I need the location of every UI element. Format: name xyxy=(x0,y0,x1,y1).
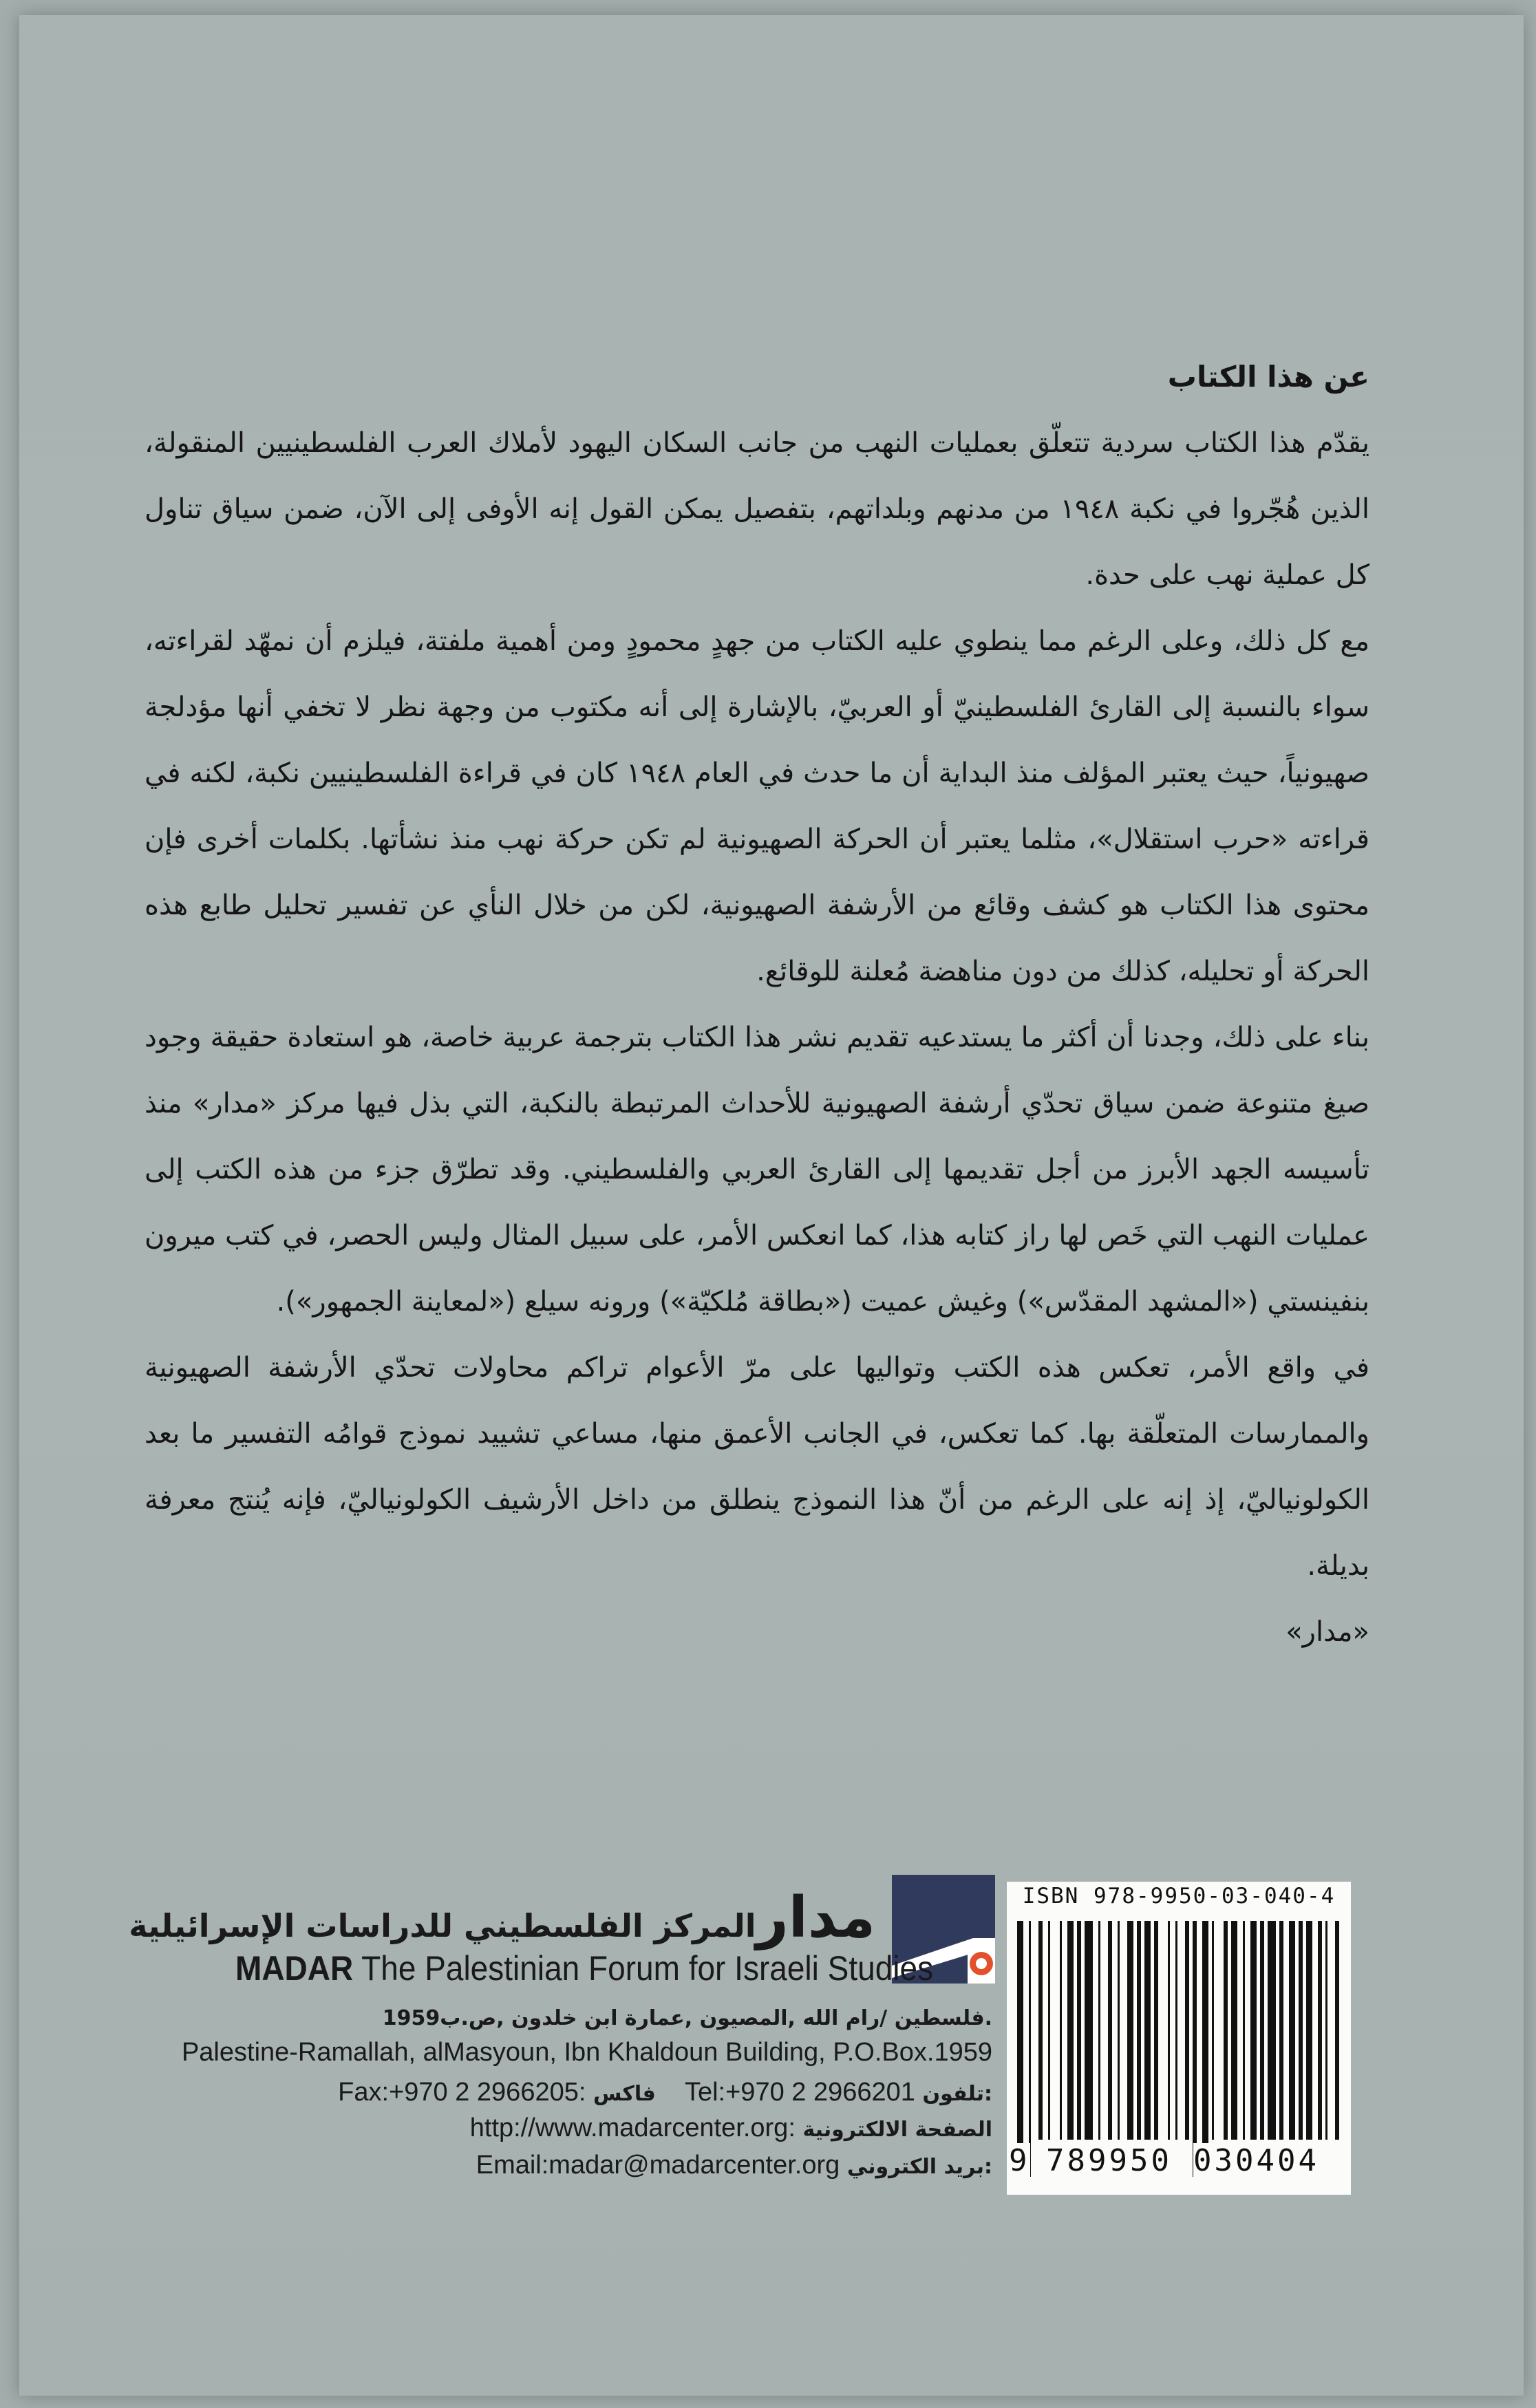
address-english: Palestine-Ramallah, alMasyoun, Ibn Khaldoun Building, P.O.Box.1959 xyxy=(181,2038,992,2067)
publisher-word-english: MADAR xyxy=(235,1949,354,1988)
address-english-line xyxy=(29,2038,992,2067)
fax-label: فاكس xyxy=(593,2082,656,2106)
contact-email xyxy=(29,2151,992,2180)
email-label: بريد الكتروني: xyxy=(846,2155,992,2179)
barcode-bar xyxy=(1029,1921,1031,2177)
publisher-name-english xyxy=(235,1948,934,1988)
barcode-digits-right: 030404 xyxy=(1193,2143,1319,2178)
about-paragraph: بناء على ذلك، وجدنا أن أكثر ما يستدعيه تقديم نشر هذا الكتاب بترجمة عربية خاصة، هو استعادة حقيقة وجود صيغ متنوعة ضمن سياق تحدّي أرشفة الصهيونية للأحداث المرتبطة بالنكبة، التي بذل فيها مركز «مدار» منذ تأسيسه الجهد الأبرز من أجل تقديمها إلى القارئ العربي والفلسطيني. وقد تطرّق جزء من هذه الكتب إلى عمليات النهب التي خَص لها راز كتابه هذا، كما انعكس الأمر، على سبيل المثال وليس الحصر، في كتب ميرون بنفينستي («المشهد المقدّس») وغيش عميت («بطاقة مُلكيّة») ورونه سيلع («لمعاينة الجمهور»). xyxy=(145,1022,1369,1318)
barcode-bar xyxy=(1250,1921,1257,2140)
barcode-bar xyxy=(1144,1921,1151,2140)
about-paragraph: مع كل ذلك، وعلى الرغم مما ينطوي عليه الكتاب من جهدٍ محمودٍ ومن أهمية ملفتة، فيلزم أن نمهّد لقراءته، سواء بالنسبة إلى القارئ الفلسطينيّ أو العربيّ، بالإشارة إلى أنه مكتوب من وجهة نظر لا تخفي أنها مؤدلجة صهيونياً، حيث يعتبر المؤلف منذ البداية أن ما حدث في العام ١٩٤٨ كان في قراءة الفلسطينيين نكبة، لكنه في قراءته «حرب استقلال»، مثلما يعتبر أن الحركة الصهيونية لم تكن حركة نهب منذ نشأتها. بكلمات أخرى فإن محتوى هذا الكتاب هو كشف وقائع من الأرشفة الصهيونية، لكن من خلال النأي عن تفسير تحليل طابع هذه الحركة أو تحليله، كذلك من دون مناهضة مُعلنة للوقائع. xyxy=(145,625,1370,987)
barcode-bar xyxy=(1085,1921,1093,2140)
barcode-digit-lead: 9 xyxy=(1009,2143,1030,2178)
isbn-number: ISBN 978-9950-03-040-4 xyxy=(1022,1884,1336,1909)
email-address[interactable]: Email:madar@madarcenter.org xyxy=(476,2151,840,2180)
about-book-section xyxy=(145,344,1369,1665)
phone-number: Tel:+970 2 2966201 xyxy=(684,2078,915,2107)
barcode-bar xyxy=(1077,1921,1081,2140)
contact-web xyxy=(29,2114,992,2143)
publisher-fullname-english: The Palestinian Forum for Israeli Studies xyxy=(353,1949,934,1988)
barcode-bar xyxy=(1289,1921,1295,2140)
barcode-bar xyxy=(1306,1921,1312,2140)
website-url[interactable]: http://www.madarcenter.org: xyxy=(469,2114,796,2142)
barcode-bar xyxy=(1048,1921,1050,2140)
barcode-bar xyxy=(1231,1921,1237,2140)
barcode-bar xyxy=(1154,1921,1158,2140)
barcode-bar xyxy=(1325,1921,1327,2140)
about-paragraph: في واقع الأمر، تعكس هذه الكتب وتواليها على مرّ الأعوام تراكم محاولات تحدّي الأرشفة الصهيونية والممارسات المتعلّقة بها. كما تعكس، في الجانب الأعمق منها، مساعي تشييد نموذج قوامُه التفسير ما بعد الكولونياليّ، إذ إنه على الرغم من أنّ هذا النموذج ينطلق من داخل الأرشيف الكولونياليّ، فإنه يُنتج معرفة بديلة. xyxy=(145,1352,1369,1582)
barcode-bar xyxy=(1185,1921,1189,2140)
publisher-name-arabic xyxy=(129,1885,875,1950)
phone-label: تلفون: xyxy=(922,2082,992,2106)
about-heading: عن هذا الكتاب xyxy=(1167,360,1369,394)
barcode-bar xyxy=(1038,1921,1043,2140)
barcode-bar xyxy=(1335,1921,1339,2140)
barcode-bar xyxy=(1260,1921,1264,2140)
barcode-bar xyxy=(1118,1921,1120,2140)
barcode-bar xyxy=(1268,1921,1276,2140)
barcode-bar xyxy=(1067,1921,1074,2140)
barcode-bar xyxy=(1060,1921,1062,2140)
about-paragraph: يقدّم هذا الكتاب سردية تتعلّق بعمليات النهب من جانب السكان اليهود لأملاك العرب الفلسطينيين المنقولة، الذين هُجّروا في نكبة ١٩٤٨ من مدنهم وبلداتهم، بتفصيل يمكن القول إنه الأوفى إلى الآن، ضمن سياق تناول كل عملية نهب على حدة. xyxy=(145,427,1370,591)
publisher-fullname-arabic: المركز الفلسطيني للدراسات الإسرائيلية xyxy=(129,1907,756,1944)
barcode-bar xyxy=(1279,1921,1283,2140)
barcode-bar xyxy=(1137,1921,1141,2140)
barcode-bar xyxy=(1212,1921,1214,2140)
barcode-bar xyxy=(1202,1921,1208,2177)
barcode-icon xyxy=(1017,1921,1341,2177)
website-label: الصفحة الالكترونية xyxy=(802,2118,992,2142)
barcode-bar xyxy=(1193,1921,1197,2177)
barcode-bar xyxy=(1108,1921,1112,2140)
barcode-bar xyxy=(1175,1921,1177,2140)
signature: «مدار» xyxy=(1286,1616,1369,1648)
barcode-digits-left: 789950 xyxy=(1046,2143,1172,2178)
barcode-bar xyxy=(1299,1921,1303,2140)
address-arabic-line xyxy=(29,2002,992,2032)
barcode-bar xyxy=(1127,1921,1133,2140)
fax-number: Fax:+970 2 2966205: xyxy=(338,2078,586,2107)
barcode-bar xyxy=(1098,1921,1100,2140)
contact-phone-fax xyxy=(29,2078,992,2107)
barcode-bar xyxy=(1224,1921,1228,2140)
address-arabic: فلسطين /رام الله ,المصيون ,عمارة ابن خلدون ,ص.ب1959. xyxy=(382,2006,992,2030)
publisher-word-arabic: مدار xyxy=(756,1885,875,1950)
barcode-bar xyxy=(1318,1921,1322,2140)
barcode-bar xyxy=(1168,1921,1170,2140)
barcode-bar xyxy=(1243,1921,1245,2140)
barcode-bar xyxy=(1017,1921,1023,2177)
